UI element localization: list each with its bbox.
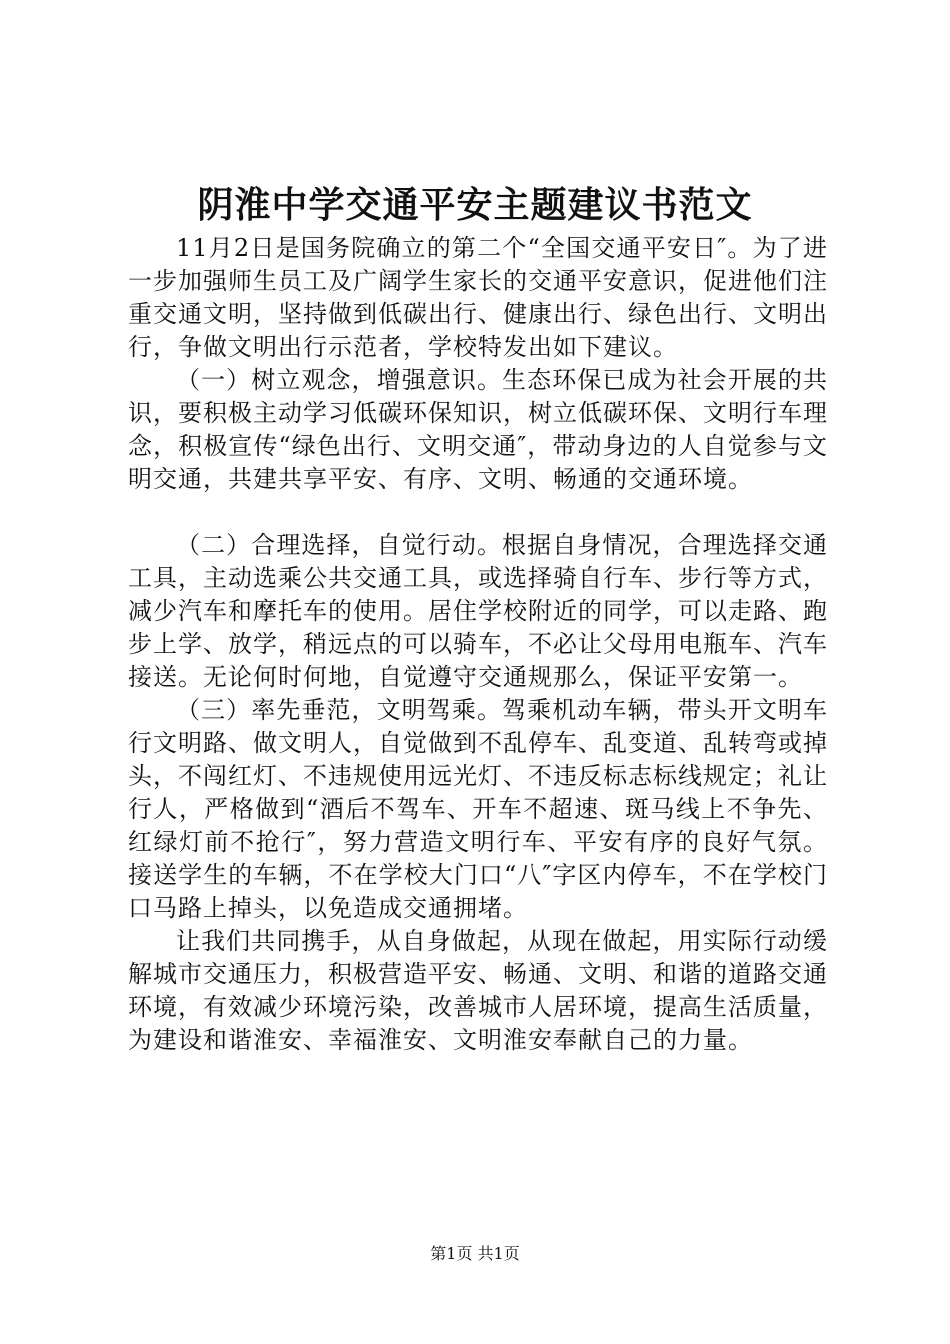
document-body — [128, 232, 828, 1057]
section-two-paragraph: （二）合理选择，自觉行动。根据自身情况，合理选择交通工具，主动选乘公共交通工具，或选择骑自行车、步行等方式，减少汽车和摩托车的使用。居住学校附近的同学，可以走路、跑步上学、放学，稍远点的可以骑车，不必让父母用电瓶车、汽车接送。无论何时何地，自觉遵守交通规那么，保证平安第一。 — [128, 531, 828, 691]
closing-paragraph: 让我们共同携手，从自身做起，从现在做起，用实际行动缓解城市交通压力，积极营造平安、畅通、文明、和谐的道路交通环境，有效减少环境污染，改善城市人居环境，提高生活质量，为建设和谐淮安、幸福淮安、文明淮安奉献自己的力量。 — [128, 927, 828, 1054]
intro-paragraph: 11月2日是国务院确立的第二个“全国交通平安日″。为了进一步加强师生员工及广阔学生家长的交通平安意识，促进他们注重交通文明，坚持做到低碳出行、健康出行、绿色出行、文明出行，争做文明出行示范者，学校特发出如下建议。 — [128, 234, 828, 361]
section-one-paragraph: （一）树立观念，增强意识。生态环保已成为社会开展的共识，要积极主动学习低碳环保知识，树立低碳环保、文明行车理念，积极宣传“绿色出行、文明交通″，带动身边的人自觉参与文明交通，共建共享平安、有序、文明、畅通的交通环境。 — [128, 366, 828, 493]
page-footer: 第1页 共1页 — [430, 1244, 520, 1263]
document-title: 阴淮中学交通平安主题建议书范文 — [197, 184, 753, 226]
section-three-paragraph: （三）率先垂范，文明驾乘。驾乘机动车辆，带头开文明车行文明路、做文明人，自觉做到不乱停车、乱变道、乱转弯或掉头，不闯红灯、不违规使用远光灯、不违反标志标线规定；礼让行人，严格做到“酒后不驾车、开车不超速、斑马线上不争先、红绿灯前不抢行″，努力营造文明行车、平安有序的良好气氛。接送学生的车辆，不在学校大门口“八″字区内停车，不在学校门口马路上掉头，以免造成交通拥堵。 — [128, 696, 828, 922]
